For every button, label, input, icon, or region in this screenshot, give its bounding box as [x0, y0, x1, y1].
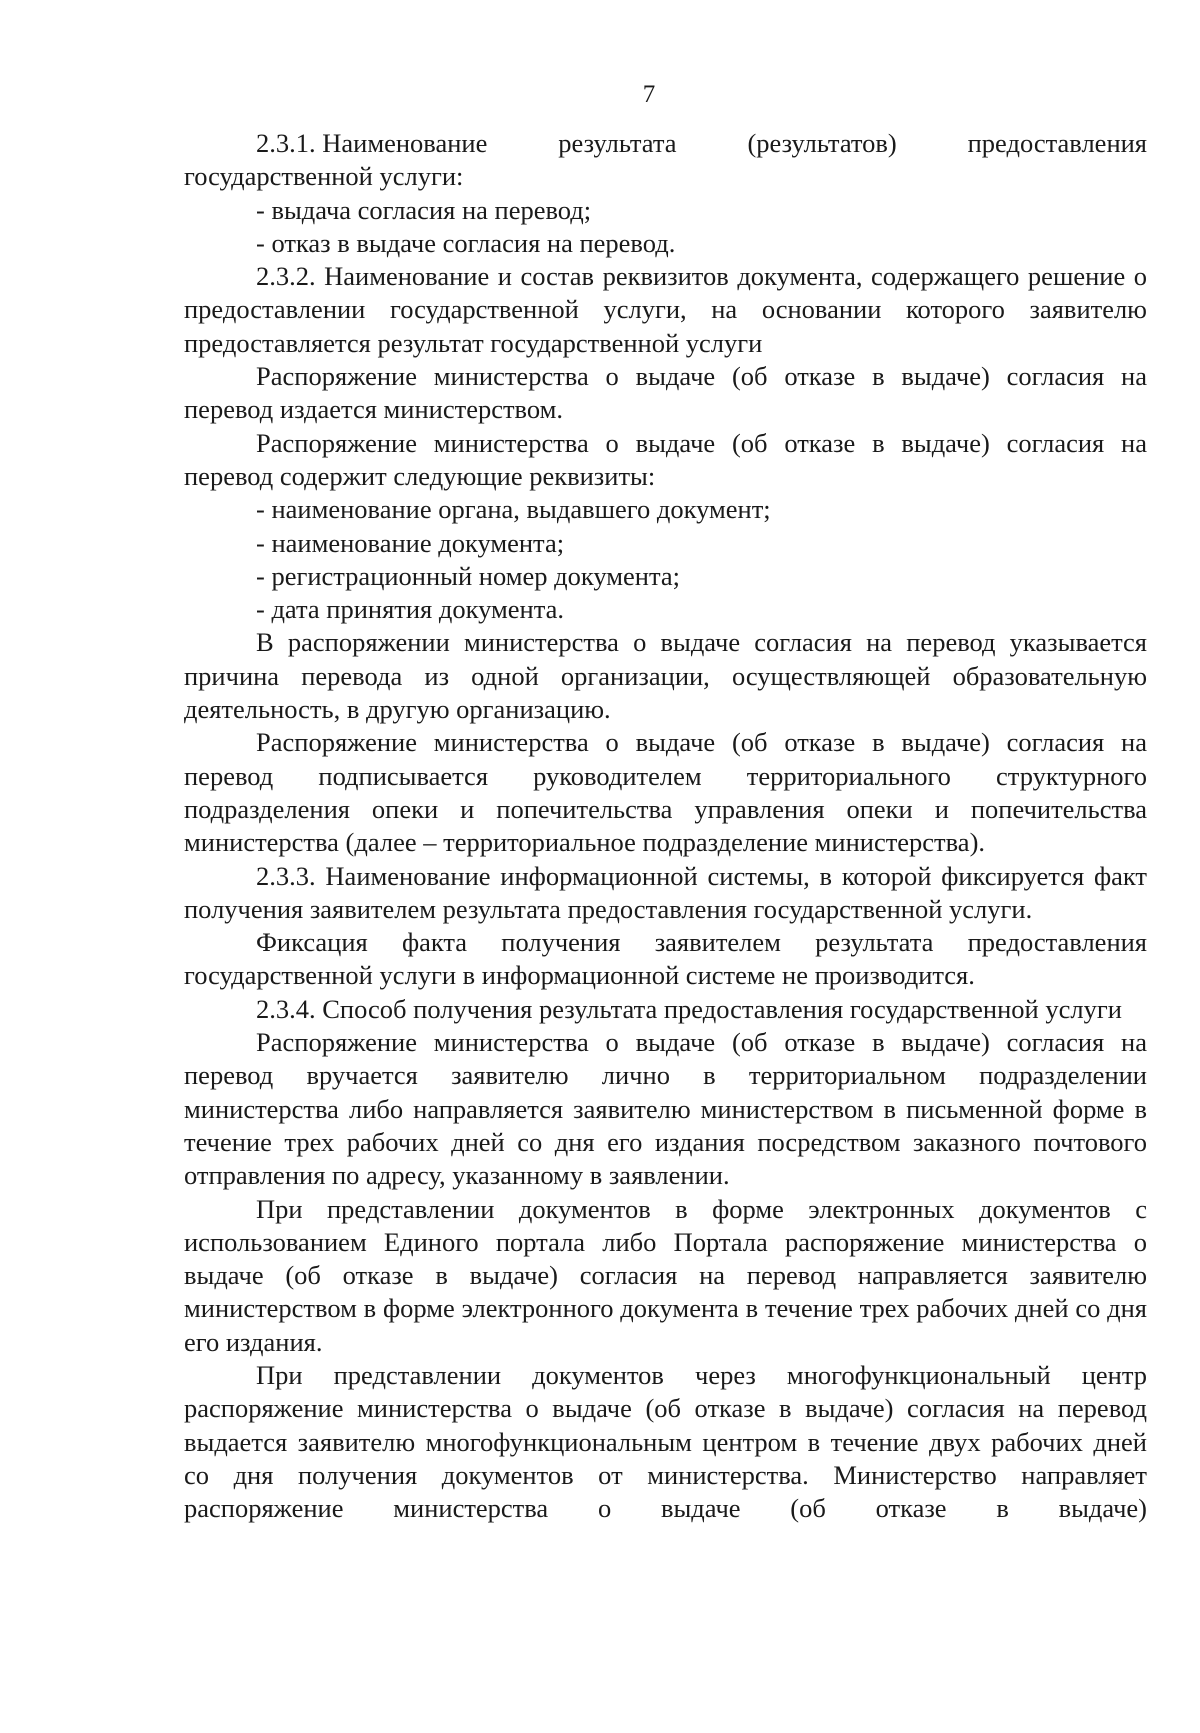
paragraph: В распоряжении министерства о выдаче согласия на перевод указывается причина перевода из одной организации, осуществляющей образовательную деятельность, в другую организацию.: [184, 627, 1147, 725]
heading-word: 2.3.1. Наименование: [256, 128, 488, 158]
list-item: - выдача согласия на перевод;: [256, 194, 592, 225]
paragraph: При представлении документов через многофункциональный центр распоряжение министерства о выдаче (об отказе в выдаче) согласия на перевод выдается заявителю многофункциональным центром в течение двух рабочих дней со дня получения документов от министерства. Министерство направляет распоряжение министерства о выдаче (об отказе в выдаче): [184, 1359, 1147, 1524]
document-body: [184, 127, 1147, 1525]
section-2-3-1-heading: [184, 127, 1147, 160]
heading-word: (результатов): [747, 128, 897, 158]
list-item: - наименование документа;: [256, 527, 565, 558]
paragraph: Фиксация факта получения заявителем результата предоставления государственной услуги в информационной системе не производится.: [184, 927, 1147, 991]
section-2-3-1-heading-continuation: государственной услуги:: [184, 161, 464, 192]
list-item: - наименование органа, выдавшего документ;: [256, 494, 771, 525]
heading-word: предоставления: [967, 128, 1147, 158]
list-item: - отказ в выдаче согласия на перевод.: [256, 227, 676, 258]
page-number: 7: [642, 81, 656, 108]
section-2-3-3-heading: 2.3.3. Наименование информационной системы, в которой фиксируется факт получения заявителем результата предоставления государственной услуги.: [184, 860, 1147, 924]
list-item: - дата принятия документа.: [256, 594, 564, 625]
list-item: - регистрационный номер документа;: [256, 560, 680, 591]
section-2-3-4-heading: 2.3.4. Способ получения результата предоставления государственной услуги: [256, 993, 1122, 1024]
paragraph: При представлении документов в форме электронных документов с использованием Единого портала либо Портала распоряжение министерства о выдаче (об отказе в выдаче) согласия на перевод направляется заявителю министерством в форме электронного документа в течение трех рабочих дней со дня его издания.: [184, 1193, 1147, 1357]
paragraph: Распоряжение министерства о выдаче (об отказе в выдаче) согласия на перевод содержит следующие реквизиты:: [184, 427, 1147, 491]
paragraph: Распоряжение министерства о выдаче (об отказе в выдаче) согласия на перевод издается министерством.: [184, 361, 1147, 425]
paragraph: Распоряжение министерства о выдаче (об отказе в выдаче) согласия на перевод подписывается руководителем территориального структурного подразделения опеки и попечительства управления опеки и попечительства министерства (далее – территориальное подразделение министерства).: [184, 727, 1147, 858]
paragraph: Распоряжение министерства о выдаче (об отказе в выдаче) согласия на перевод вручается заявителю лично в территориальном подразделении министерства либо направляется заявителю министерством в письменной форме в течение трех рабочих дней со дня его издания посредством заказного почтового отправления по адресу, указанному в заявлении.: [184, 1027, 1147, 1191]
heading-word: результата: [558, 128, 677, 158]
section-2-3-2-heading: 2.3.2. Наименование и состав реквизитов документа, содержащего решение о предоставлении государственной услуги, на основании которого заявителю предоставляется результат государственной услуги: [184, 261, 1147, 358]
